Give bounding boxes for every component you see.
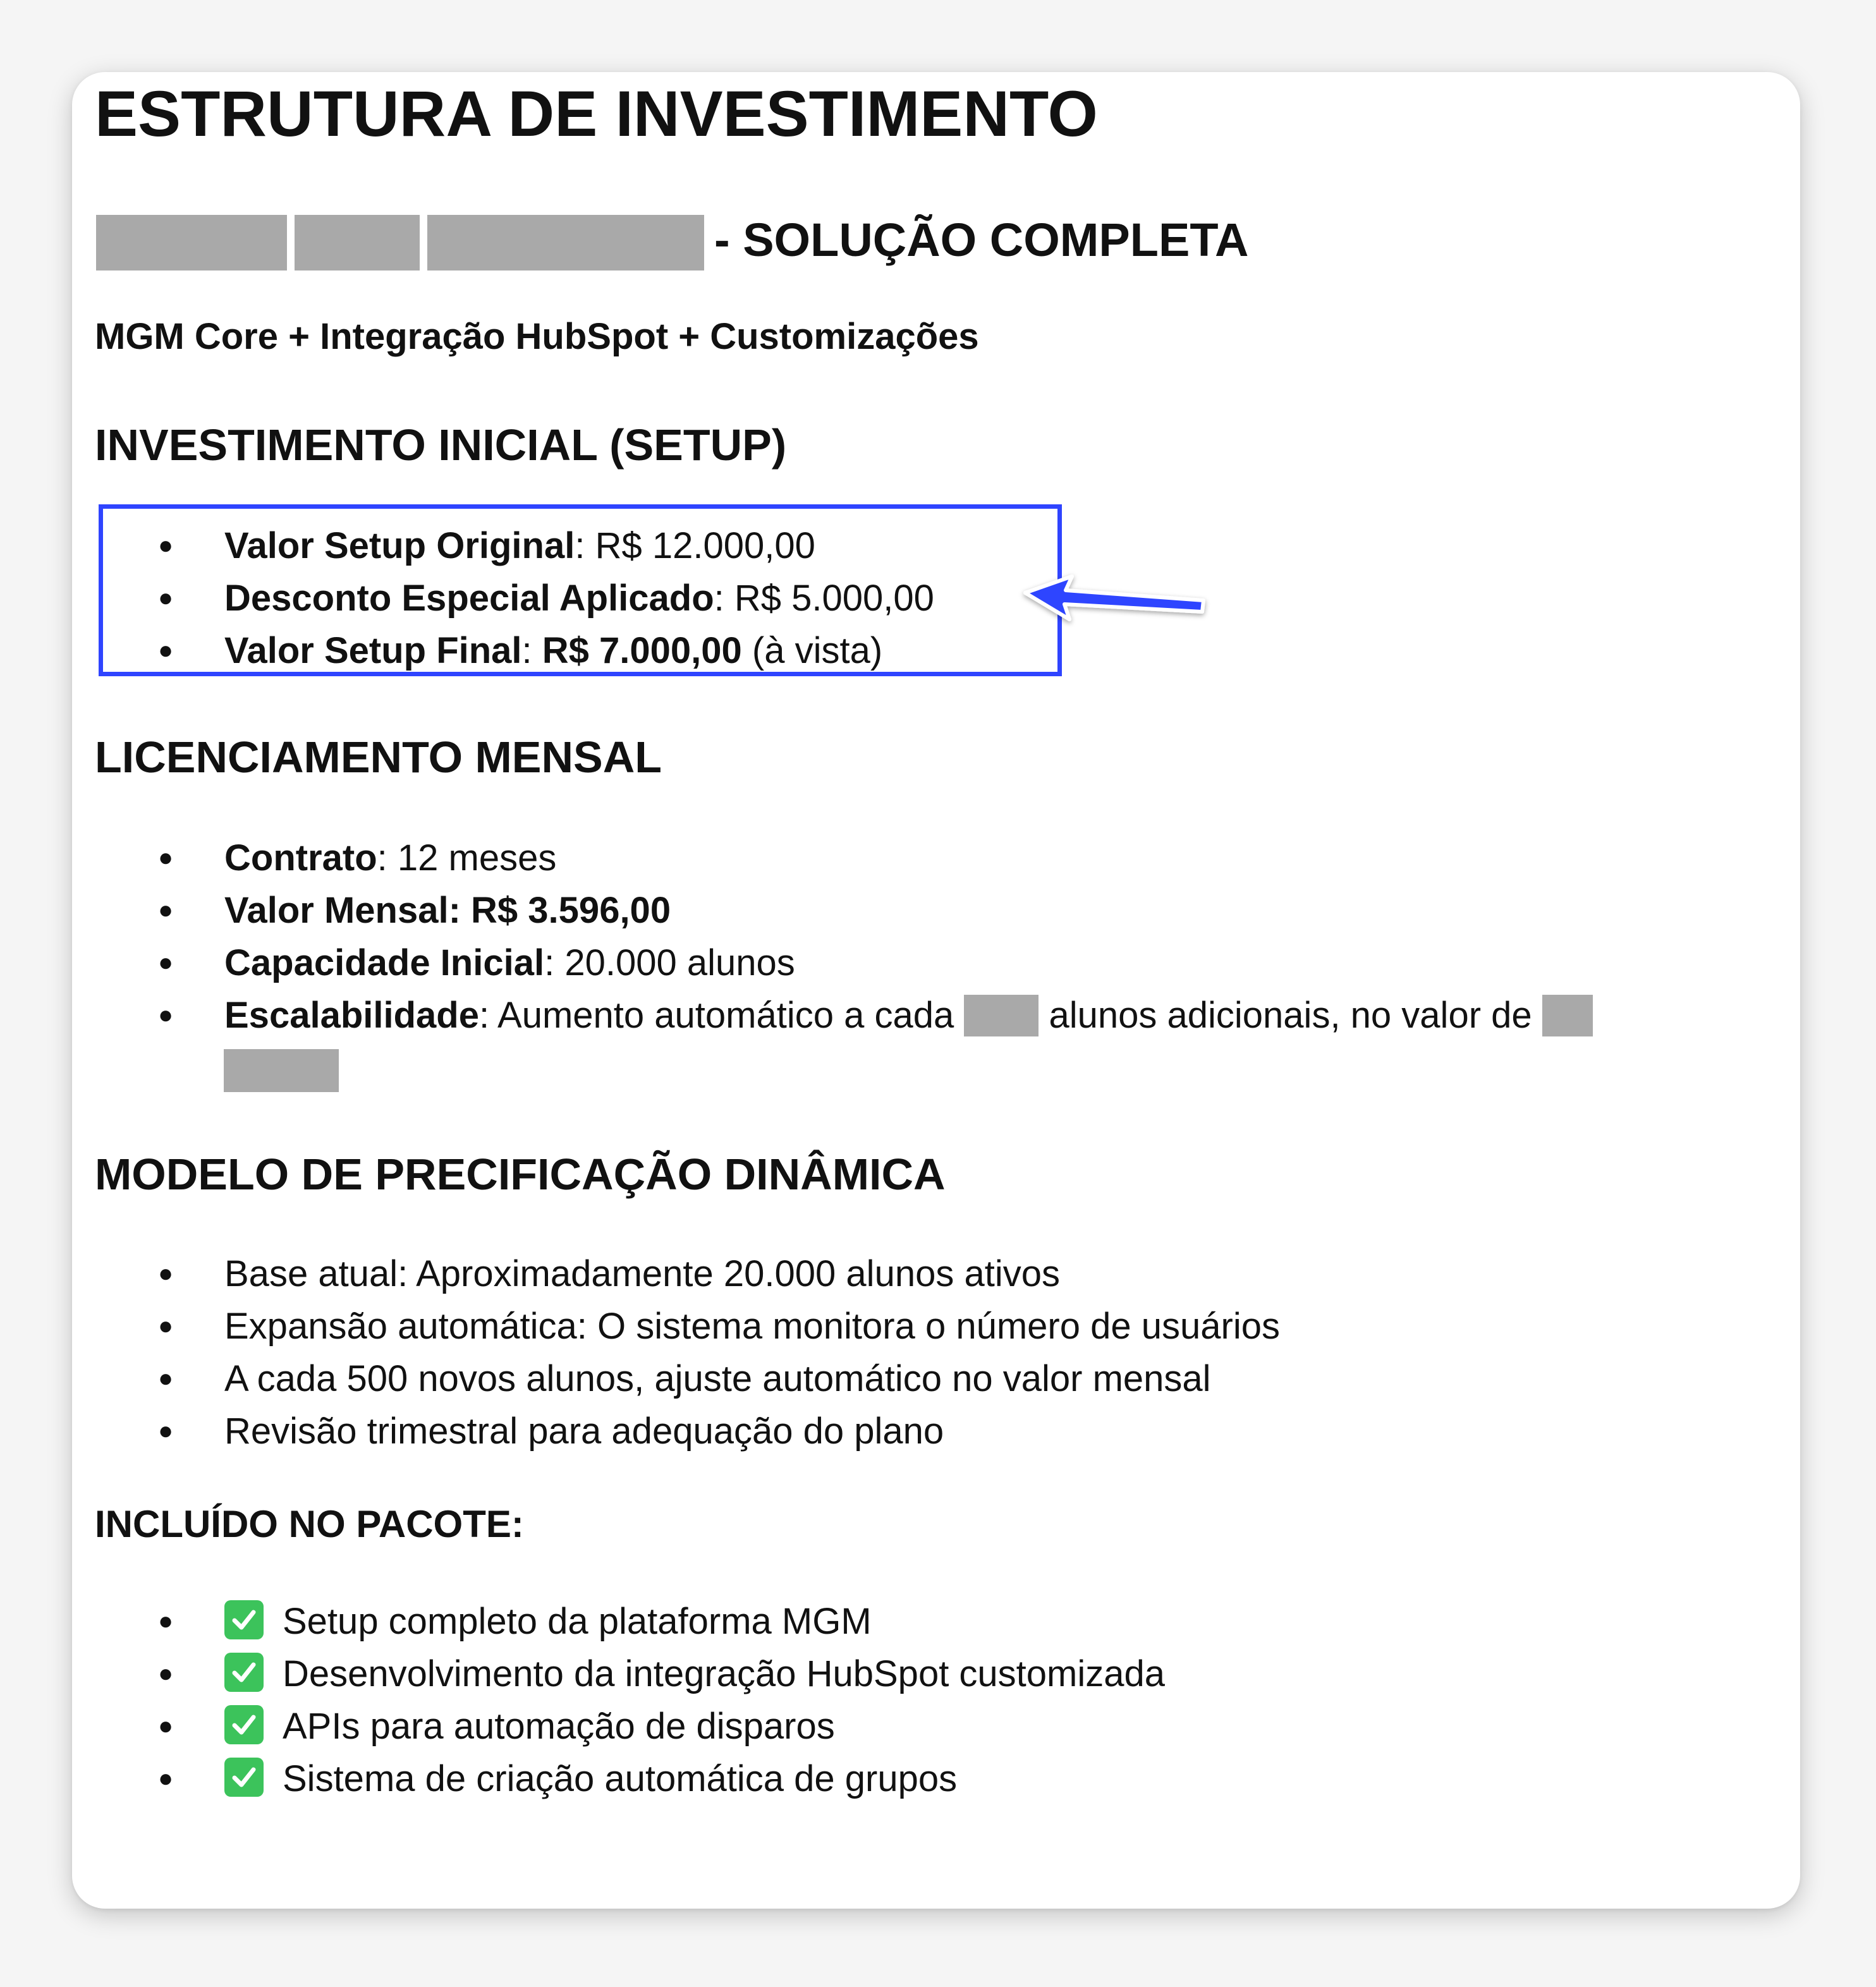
item-text: alunos adicionais, no valor de: [1038, 995, 1542, 1036]
setup-heading: INVESTIMENTO INICIAL (SETUP): [95, 420, 787, 470]
pricing-list: [95, 1248, 1280, 1457]
item-separator: :: [544, 942, 565, 983]
check-box-icon: [224, 1758, 264, 1797]
redacted-block: [96, 215, 287, 270]
item-separator: :: [377, 837, 398, 878]
item-text: APIs para automação de disparos: [283, 1706, 835, 1747]
item-label: Valor Setup Original: [224, 525, 575, 566]
highlight-box: [99, 504, 1062, 676]
licensing-list: [95, 832, 1593, 1042]
item-text: Sistema de criação automática de grupos: [283, 1758, 958, 1799]
redacted-block: [1542, 995, 1593, 1036]
item-label: Valor Setup Final: [224, 630, 522, 671]
item-separator: :: [478, 995, 498, 1036]
item-value: 20.000 alunos: [564, 942, 795, 983]
item-separator: :: [575, 525, 595, 566]
item-extra: (à vista): [741, 630, 883, 671]
item-value: R$ 7.000,00: [542, 630, 742, 671]
pricing-heading: MODELO DE PRECIFICAÇÃO DINÂMICA: [95, 1150, 946, 1199]
item-text: Desenvolvimento da integração HubSpot customizada: [283, 1653, 1166, 1694]
list-item: ● Base atual: Aproximadamente 20.000 alunos ativos: [95, 1248, 1280, 1300]
list-item: [95, 1700, 1165, 1753]
document-title: ESTRUTURA DE INVESTIMENTO: [95, 78, 1098, 150]
list-item: [95, 1648, 1165, 1700]
item-label: Escalabilidade: [224, 995, 479, 1036]
item-text: Aumento automático a cada: [497, 995, 965, 1036]
included-heading: INCLUÍDO NO PACOTE:: [95, 1503, 524, 1545]
item-separator: :: [448, 890, 472, 931]
list-item: [95, 989, 1593, 1042]
item-text: Setup completo da plataforma MGM: [283, 1601, 872, 1642]
check-box-icon: [224, 1600, 264, 1639]
item-value: R$ 5.000,00: [734, 578, 934, 619]
list-item: ● Expansão automática: O sistema monitora o número de usuários: [95, 1300, 1280, 1352]
list-item: ● Revisão trimestral para adequação do plano: [95, 1405, 1280, 1457]
included-list: [95, 1595, 1165, 1805]
item-separator: :: [714, 578, 734, 619]
item-value: R$ 12.000,00: [595, 525, 815, 566]
list-item: [95, 832, 1593, 884]
item-label: Capacidade Inicial: [224, 942, 545, 983]
item-label: Contrato: [224, 837, 377, 878]
item-separator: :: [521, 630, 542, 671]
list-item: ● A cada 500 novos alunos, ajuste automático no valor mensal: [95, 1352, 1280, 1405]
redacted-block: [964, 995, 1038, 1036]
item-value: 12 meses: [397, 837, 557, 878]
list-item: [95, 937, 1593, 989]
list-item: [95, 1595, 1165, 1648]
item-label: Valor Mensal: [224, 890, 449, 931]
redacted-block: [224, 1049, 339, 1092]
arrow-icon: [1011, 562, 1214, 632]
item-label: Desconto Especial Aplicado: [224, 578, 714, 619]
licensing-heading: LICENCIAMENTO MENSAL: [95, 732, 662, 782]
item-value: R$ 3.596,00: [471, 890, 671, 931]
check-box-icon: [224, 1705, 264, 1744]
document-subtitle: - SOLUÇÃO COMPLETA: [714, 214, 1249, 266]
list-item: [95, 884, 1593, 937]
redacted-block: [295, 215, 420, 270]
list-item: [95, 1753, 1165, 1805]
check-box-icon: [224, 1653, 264, 1692]
redacted-block: [427, 215, 704, 270]
document-tagline: MGM Core + Integração HubSpot + Customizações: [95, 316, 979, 357]
